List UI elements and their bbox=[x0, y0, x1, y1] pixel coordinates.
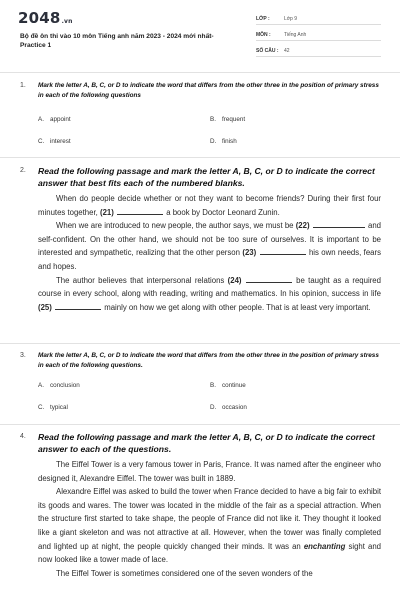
passage-paragraph bbox=[38, 274, 381, 315]
option-letter: B. bbox=[210, 116, 216, 123]
passage-text: his own needs, fears and hopes. bbox=[38, 248, 382, 271]
option-b[interactable] bbox=[210, 116, 245, 123]
passage-text: be taught as a required course in every school, along with reading, writing and mathematics. In his opinion, success in life bbox=[38, 275, 381, 299]
question-instruction: Mark the letter A, B, C, or D to indicate the word that differs from the other three in the position of primary stress in each of the following questions bbox=[38, 82, 379, 99]
option-a[interactable] bbox=[38, 382, 80, 389]
meta-class-value: Lớp 9 bbox=[284, 16, 298, 22]
emphasized-word: enchanting bbox=[303, 541, 346, 551]
option-letter: B. bbox=[210, 382, 216, 389]
blank-number: (25) bbox=[38, 302, 52, 312]
blank-line bbox=[260, 247, 306, 255]
passage-paragraph bbox=[38, 219, 381, 273]
reading-passage bbox=[38, 458, 381, 580]
passage-text: The author believes that interpersonal relations bbox=[56, 275, 225, 285]
passage-text: mainly on how we get along with other people. That is at least very important. bbox=[104, 302, 371, 312]
question-divider bbox=[0, 157, 400, 158]
blank-number: (23) bbox=[242, 248, 257, 258]
blank-line bbox=[246, 275, 292, 283]
question-instruction: Read the following passage and mark the letter A, B, C, or D to indicate the correct answer to each of the questions. bbox=[38, 432, 375, 454]
option-letter: A. bbox=[38, 382, 44, 389]
passage-paragraph: The Eiffel Tower is sometimes considered one of the seven wonders of the bbox=[56, 568, 313, 578]
option-text: occasion bbox=[222, 404, 247, 411]
option-a[interactable] bbox=[38, 116, 71, 123]
meta-class-label: LỚP : bbox=[256, 16, 270, 22]
option-b[interactable] bbox=[210, 382, 246, 389]
option-text: appoint bbox=[50, 116, 71, 123]
logo-text: 2048 bbox=[18, 9, 61, 27]
blank-line bbox=[55, 302, 101, 310]
reading-passage bbox=[38, 192, 381, 314]
blank-number: (24) bbox=[227, 275, 242, 285]
question-divider bbox=[0, 343, 400, 344]
question-number: 4. bbox=[20, 433, 26, 440]
blank-line bbox=[117, 207, 163, 215]
option-text: continue bbox=[222, 382, 246, 389]
option-letter: C. bbox=[38, 404, 45, 411]
meta-subject-value: Tiếng Anh bbox=[284, 32, 307, 38]
blank-number: (21) bbox=[100, 207, 114, 217]
meta-count-row bbox=[256, 45, 381, 57]
question-divider bbox=[0, 424, 400, 425]
meta-count-label: SỐ CÂU : bbox=[256, 48, 279, 54]
header-divider bbox=[0, 72, 400, 73]
option-d[interactable] bbox=[210, 138, 237, 145]
option-letter: D. bbox=[210, 138, 217, 145]
passage-text: When we are introduced to new people, the author says, we must be bbox=[56, 221, 294, 231]
passage-text: sight and now looked like a tower made of lace. bbox=[38, 541, 381, 565]
site-logo[interactable] bbox=[18, 9, 73, 27]
question-number: 2. bbox=[20, 167, 26, 174]
question-instruction: Mark the letter A, B, C, or D to indicate the word that differs from the other three in the position of primary stress in each of the following questions. bbox=[38, 352, 379, 369]
blank-number: (22) bbox=[295, 221, 310, 231]
option-letter: A. bbox=[38, 116, 44, 123]
option-d[interactable] bbox=[210, 404, 247, 411]
option-text: frequent bbox=[222, 116, 246, 123]
option-text: typical bbox=[50, 404, 68, 411]
question-instruction: Read the following passage and mark the letter A, B, C, or D to indicate the correct answer that best fits each of the numbered blanks. bbox=[38, 166, 375, 188]
passage-text: and self-confident. On the other hand, we should not be too sure of ourselves. It is important to be interested and sympathetic, realizing that the other person bbox=[38, 221, 381, 258]
passage-paragraph bbox=[38, 192, 381, 219]
passage-text: When do people decide whether or not they want to become friends? During their first four minutes together, bbox=[38, 194, 381, 217]
option-text: conclusion bbox=[50, 382, 80, 389]
question-number: 1. bbox=[20, 82, 26, 89]
meta-subject-label: MÔN : bbox=[256, 32, 271, 38]
option-text: interest bbox=[50, 138, 71, 145]
passage-paragraph bbox=[38, 485, 381, 567]
document-title: Bộ đề ôn thi vào 10 môn Tiếng anh năm 2023 - 2024 mới nhất- Practice 1 bbox=[20, 33, 214, 49]
blank-line bbox=[313, 220, 365, 228]
option-text: finish bbox=[222, 138, 237, 145]
meta-count-value: 42 bbox=[284, 48, 290, 54]
question-number: 3. bbox=[20, 352, 26, 359]
option-letter: D. bbox=[210, 404, 217, 411]
option-c[interactable] bbox=[38, 404, 68, 411]
meta-subject-row bbox=[256, 29, 381, 41]
option-letter: C. bbox=[38, 138, 45, 145]
logo-suffix: .vn bbox=[61, 18, 73, 25]
page-header bbox=[0, 0, 400, 70]
option-c[interactable] bbox=[38, 138, 71, 145]
passage-paragraph: The Eiffel Tower is a very famous tower in Paris, France. It was named after the engineer who designed it, Alexandre Eiffel. The tower was built in 1889. bbox=[38, 460, 381, 483]
passage-text: Alexandre Eiffel was asked to build the tower when France decided to have a big fair to exhibit its goods and wares. The tower was located in the middle of the fair as a special attraction. When the structure first started to take shape, the people of France did not like it. They thought it looked like a giant skeleton and was not attractive at all. However, when the tower was finally completed and lighted up at night, the people quickly changed their minds. It was an bbox=[38, 487, 381, 551]
meta-class-row bbox=[256, 13, 381, 25]
passage-text: a book by Doctor Leonard Zunin. bbox=[166, 207, 280, 217]
